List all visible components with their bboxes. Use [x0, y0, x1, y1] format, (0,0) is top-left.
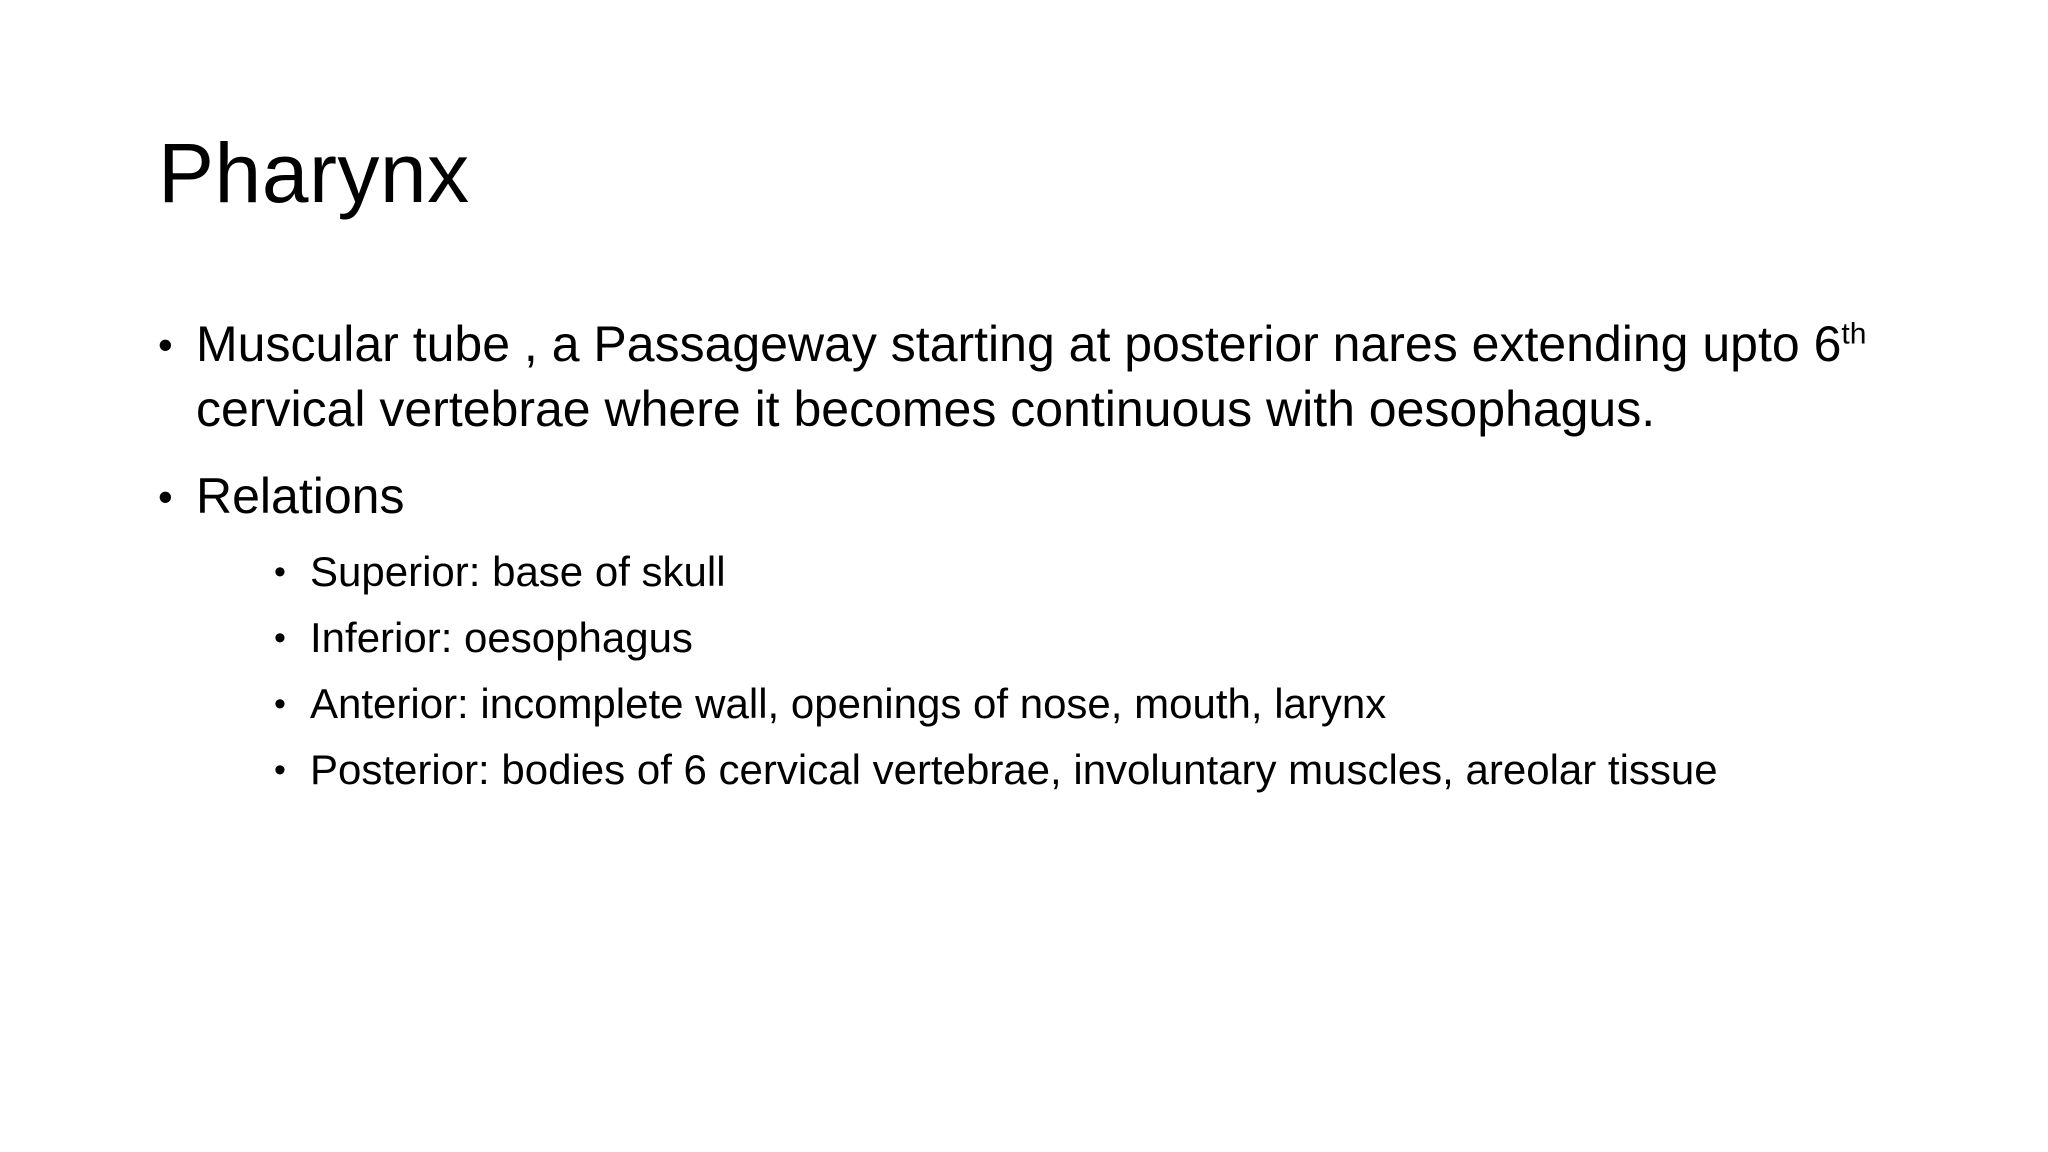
sub-bullet-list: [196, 539, 1918, 803]
slide-title: Pharynx: [158, 126, 470, 220]
bullet-item-definition: [158, 312, 1918, 442]
sub-bullet-text: Posterior: bodies of 6 cervical vertebrae, involuntary muscles, areolar tissue: [310, 746, 1718, 793]
sub-bullet-text: Anterior: incomplete wall, openings of nose, mouth, larynx: [310, 680, 1387, 727]
sub-bullet-text: Superior: base of skull: [310, 548, 726, 595]
bullet-item-relations: [158, 464, 1918, 803]
sub-bullet-icon: •: [274, 751, 286, 789]
sub-bullet-posterior: [196, 737, 1918, 803]
ordinal-superscript: th: [1841, 317, 1867, 351]
sub-bullet-icon: •: [274, 619, 286, 657]
bullet-text-part-1: Muscular tube , a Passageway starting at posterior nares extending upto 6: [196, 316, 1842, 372]
sub-bullet-icon: •: [274, 553, 286, 591]
sub-bullet-anterior: [196, 671, 1918, 737]
bullet-list: [158, 312, 1918, 803]
sub-bullet-icon: •: [274, 685, 286, 723]
sub-bullet-inferior: [196, 605, 1918, 671]
slide-body: [158, 312, 1918, 825]
sub-bullet-superior: [196, 539, 1918, 605]
bullet-icon: •: [158, 321, 173, 368]
sub-bullet-text: Inferior: oesophagus: [310, 614, 693, 661]
bullet-text-part-2: cervical vertebrae where it becomes continuous with oesophagus.: [196, 381, 1656, 437]
bullet-icon: •: [158, 473, 173, 520]
bullet-text: Relations: [196, 468, 405, 524]
